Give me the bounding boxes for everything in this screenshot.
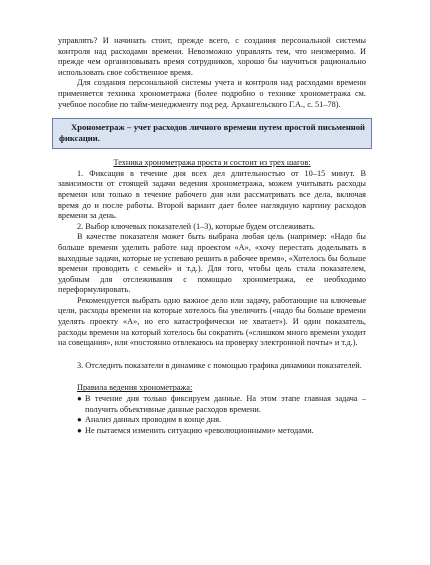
definition-callout [52,118,372,149]
technique-heading: Техника хронометража проста и состоит из трех шагов: [113,158,311,168]
rule-item [58,415,366,426]
bullet-icon: ● [77,425,82,435]
step-2-recommendation: Рекомендуется выбрать одно важное дело или задачу, работающие на ключевые цели, расходы времени на которые хотелось бы увеличить («надо бы больше времени уделять проекту «А», но его катастрофически не хватает»). И один показатель, расходы времени на который хотелось бы сократить («слишком много времени уходит на совещания», или «постоянно отвлекаюсь на проверку электронной почты» и т.д.). [58,295,366,348]
rule-item [58,426,366,437]
step-2-example: В качестве показателя может быть выбрана любая цель (например: «Надо бы больше времени уделить работе над проектом «А», «хочу перестать доделывать в выходные задачи, которые не успеваю решить в рабочее время», «Хотелось бы больше времени проводить с семьей» и т.д.). Для того, чтобы цель стала показателем, удобным для отслеживания с помощью хронометража, ее необходимо переформулировать. [58,232,366,295]
step-3: 3. Отследить показатели в динамике с помощью графика динамики показателей. [77,360,362,370]
intro-paragraph-method: Для создания персональной системы учета и контроля над расходами времени применяется техника хронометража (более подробно о технике хронометража см. учебное пособие по тайм-менеджменту под ред. Архангельского Г.А., с. 51–78). [58,78,366,109]
bullet-icon: ● [77,394,82,404]
intro-paragraph: управлять? И начинать стоит, прежде всего, с создания персональной системы контроля над расходами времени. Невозможно управлять тем, что неизмеримо. И прежде чем организовывать время сотрудников, хорошо бы научиться рационально использовать свое собственное время. [58,36,366,77]
bullet-icon: ● [77,415,82,425]
rule-text: В течение дня только фиксируем данные. На этом этапе главная задача – получить объективные данные расходов времени. [85,394,366,414]
page-content [58,36,366,436]
rules-heading: Правила ведения хронометража: [77,383,193,393]
rule-text: Не пытаемся изменить ситуацию «революционными» методами. [85,425,314,435]
rule-item [58,394,366,415]
step-1: 1. Фиксация в течение дня всех дел длительностью от 10–15 минут. В зависимости от стоящей задачи ведения хронометража, можем учитывать расходы времени или только в течение рабочего дня или рассматривать все дела, включая время до и после работы. Второй вариант дает более наглядную картину расходов времени за день. [58,168,366,221]
step-2: 2. Выбор ключевых показателей (1–3), которые будем отслеживать. [77,221,316,231]
definition-text: Хронометраж – учет расходов личного времени путем простой письменной фиксации. [59,122,365,144]
rule-text: Анализ данных проводим в конце дня. [85,415,222,425]
